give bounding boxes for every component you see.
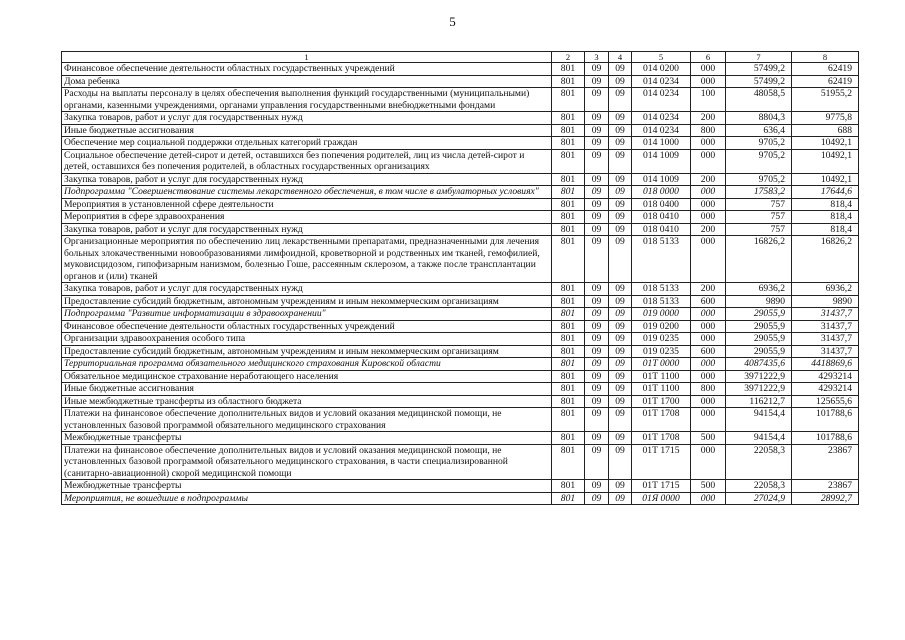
row-value-2014-cell: 4087435,6 bbox=[726, 358, 792, 371]
row-subsection-cell: 09 bbox=[609, 75, 632, 88]
row-value-2014-cell: 757 bbox=[726, 211, 792, 224]
row-subsection-cell: 09 bbox=[609, 223, 632, 236]
row-target-cell: 018 0400 bbox=[632, 198, 691, 211]
header-cell: 7 bbox=[726, 52, 792, 63]
row-target-cell: 014 1000 bbox=[632, 137, 691, 150]
row-type-cell: 000 bbox=[691, 408, 726, 432]
table-row bbox=[62, 395, 859, 408]
row-value-2014-cell: 48058,5 bbox=[726, 88, 792, 112]
row-code-cell: 801 bbox=[552, 333, 585, 346]
table-row bbox=[62, 211, 859, 224]
row-type-cell: 000 bbox=[691, 308, 726, 321]
row-type-cell: 000 bbox=[691, 358, 726, 371]
row-target-cell: 014 0200 bbox=[632, 63, 691, 76]
row-section-cell: 09 bbox=[585, 395, 609, 408]
row-section-cell: 09 bbox=[585, 320, 609, 333]
row-value-2015-cell: 51955,2 bbox=[792, 88, 859, 112]
row-target-cell: 01Т 1715 bbox=[632, 480, 691, 493]
row-name-cell: Дома ребенка bbox=[62, 75, 552, 88]
header-cell: 6 bbox=[691, 52, 726, 63]
table-row bbox=[62, 308, 859, 321]
row-section-cell: 09 bbox=[585, 198, 609, 211]
row-value-2015-cell: 125655,6 bbox=[792, 395, 859, 408]
row-section-cell: 09 bbox=[585, 63, 609, 76]
row-value-2014-cell: 757 bbox=[726, 223, 792, 236]
table-row bbox=[62, 186, 859, 199]
row-name-cell: Расходы на выплаты персоналу в целях обеспечения выполнения функций государственными (муниципальными) органами, казенными учреждениями, органами управления государственными внебюджетными фондами bbox=[62, 88, 552, 112]
budget-table bbox=[61, 51, 859, 505]
row-target-cell: 019 0000 bbox=[632, 308, 691, 321]
row-value-2015-cell: 4293214 bbox=[792, 370, 859, 383]
row-value-2014-cell: 116212,7 bbox=[726, 395, 792, 408]
row-type-cell: 000 bbox=[691, 236, 726, 283]
row-name-cell: Организации здравоохранения особого типа bbox=[62, 333, 552, 346]
row-name-cell: Закупка товаров, работ и услуг для государственных нужд bbox=[62, 283, 552, 296]
row-section-cell: 09 bbox=[585, 333, 609, 346]
row-section-cell: 09 bbox=[585, 137, 609, 150]
row-code-cell: 801 bbox=[552, 283, 585, 296]
row-value-2014-cell: 3971222,9 bbox=[726, 370, 792, 383]
row-subsection-cell: 09 bbox=[609, 395, 632, 408]
table-row bbox=[62, 112, 859, 125]
row-section-cell: 09 bbox=[585, 186, 609, 199]
row-subsection-cell: 09 bbox=[609, 492, 632, 505]
row-name-cell: Иные межбюджетные трансферты из областного бюджета bbox=[62, 395, 552, 408]
row-target-cell: 01Я 0000 bbox=[632, 492, 691, 505]
row-value-2015-cell: 23867 bbox=[792, 444, 859, 480]
row-subsection-cell: 09 bbox=[609, 283, 632, 296]
row-code-cell: 801 bbox=[552, 395, 585, 408]
row-value-2014-cell: 94154,4 bbox=[726, 408, 792, 432]
row-type-cell: 000 bbox=[691, 333, 726, 346]
row-subsection-cell: 09 bbox=[609, 358, 632, 371]
row-code-cell: 801 bbox=[552, 320, 585, 333]
row-section-cell: 09 bbox=[585, 480, 609, 493]
row-value-2015-cell: 62419 bbox=[792, 75, 859, 88]
row-section-cell: 09 bbox=[585, 308, 609, 321]
table-row bbox=[62, 358, 859, 371]
row-type-cell: 200 bbox=[691, 283, 726, 296]
row-code-cell: 801 bbox=[552, 345, 585, 358]
row-name-cell: Территориальная программа обязательного медицинского страхования Кировской области bbox=[62, 358, 552, 371]
row-code-cell: 801 bbox=[552, 112, 585, 125]
row-type-cell: 000 bbox=[691, 211, 726, 224]
row-subsection-cell: 09 bbox=[609, 320, 632, 333]
row-target-cell: 018 0410 bbox=[632, 211, 691, 224]
row-code-cell: 801 bbox=[552, 370, 585, 383]
row-section-cell: 09 bbox=[585, 370, 609, 383]
row-code-cell: 801 bbox=[552, 137, 585, 150]
row-section-cell: 09 bbox=[585, 432, 609, 445]
row-value-2014-cell: 22058,3 bbox=[726, 444, 792, 480]
row-type-cell: 200 bbox=[691, 223, 726, 236]
table-row bbox=[62, 173, 859, 186]
row-name-cell: Финансовое обеспечение деятельности областных государственных учреждений bbox=[62, 63, 552, 76]
page-number: 5 bbox=[449, 14, 456, 29]
row-name-cell: Финансовое обеспечение деятельности областных государственных учреждений bbox=[62, 320, 552, 333]
row-target-cell: 01Т 1100 bbox=[632, 370, 691, 383]
row-target-cell: 014 1009 bbox=[632, 173, 691, 186]
row-subsection-cell: 09 bbox=[609, 333, 632, 346]
row-value-2014-cell: 29055,9 bbox=[726, 333, 792, 346]
row-section-cell: 09 bbox=[585, 149, 609, 173]
row-section-cell: 09 bbox=[585, 211, 609, 224]
row-name-cell: Мероприятия в установленной сфере деятельности bbox=[62, 198, 552, 211]
row-value-2014-cell: 8804,3 bbox=[726, 112, 792, 125]
row-target-cell: 014 1009 bbox=[632, 149, 691, 173]
table-row bbox=[62, 432, 859, 445]
table-row bbox=[62, 492, 859, 505]
row-section-cell: 09 bbox=[585, 223, 609, 236]
row-value-2015-cell: 4418869,6 bbox=[792, 358, 859, 371]
row-subsection-cell: 09 bbox=[609, 112, 632, 125]
row-target-cell: 019 0200 bbox=[632, 320, 691, 333]
row-value-2014-cell: 3971222,9 bbox=[726, 383, 792, 396]
row-section-cell: 09 bbox=[585, 88, 609, 112]
row-name-cell: Организационные мероприятия по обеспечению лиц лекарственными препаратами, предназначенными для лечения больных злокачественными новообразованиями лимфоидной, кроветворной и родственных им тканей, гемофилией, муковисцидозом, гипофизарным нанизмом, болезнью Гоше, рассеянным склерозом, а также после трансплантации органов и (или) тканей bbox=[62, 236, 552, 283]
row-value-2014-cell: 29055,9 bbox=[726, 345, 792, 358]
row-value-2014-cell: 17583,2 bbox=[726, 186, 792, 199]
table-row bbox=[62, 370, 859, 383]
table-row bbox=[62, 236, 859, 283]
row-value-2014-cell: 94154,4 bbox=[726, 432, 792, 445]
row-name-cell: Иные бюджетные ассигнования bbox=[62, 124, 552, 137]
row-type-cell: 000 bbox=[691, 198, 726, 211]
row-section-cell: 09 bbox=[585, 383, 609, 396]
header-cell: 1 bbox=[62, 52, 552, 63]
row-subsection-cell: 09 bbox=[609, 211, 632, 224]
row-value-2014-cell: 6936,2 bbox=[726, 283, 792, 296]
row-code-cell: 801 bbox=[552, 295, 585, 308]
row-value-2014-cell: 9705,2 bbox=[726, 149, 792, 173]
row-code-cell: 801 bbox=[552, 480, 585, 493]
row-name-cell: Обязательное медицинское страхование неработающего населения bbox=[62, 370, 552, 383]
row-value-2015-cell: 10492,1 bbox=[792, 173, 859, 186]
table-row bbox=[62, 320, 859, 333]
row-name-cell: Платежи на финансовое обеспечение дополнительных видов и условий оказания медицинской помощи, не установленных базовой программой обязательного медицинского страхования bbox=[62, 408, 552, 432]
row-name-cell: Подпрограмма "Совершенствование системы лекарственного обеспечения, в том числе в амбулаторных условиях" bbox=[62, 186, 552, 199]
header-cell: 2 bbox=[552, 52, 585, 63]
row-value-2015-cell: 9890 bbox=[792, 295, 859, 308]
row-subsection-cell: 09 bbox=[609, 345, 632, 358]
row-subsection-cell: 09 bbox=[609, 444, 632, 480]
row-type-cell: 000 bbox=[691, 395, 726, 408]
row-type-cell: 000 bbox=[691, 137, 726, 150]
row-value-2015-cell: 10492,1 bbox=[792, 149, 859, 173]
row-value-2015-cell: 688 bbox=[792, 124, 859, 137]
table-row bbox=[62, 480, 859, 493]
row-target-cell: 014 0234 bbox=[632, 112, 691, 125]
row-value-2015-cell: 31437,7 bbox=[792, 345, 859, 358]
row-type-cell: 100 bbox=[691, 88, 726, 112]
row-name-cell: Платежи на финансовое обеспечение дополнительных видов и условий оказания медицинской помощи, не установленных базовой программой обязательного медицинского страхования, в части специализированной (санитарно-авиационной) скорой медицинской помощи bbox=[62, 444, 552, 480]
row-name-cell: Обеспечение мер социальной поддержки отдельных категорий граждан bbox=[62, 137, 552, 150]
row-name-cell: Подпрограмма "Развитие информатизации в здравоохранении" bbox=[62, 308, 552, 321]
row-target-cell: 01Т 1708 bbox=[632, 432, 691, 445]
row-subsection-cell: 09 bbox=[609, 124, 632, 137]
row-type-cell: 600 bbox=[691, 345, 726, 358]
row-value-2015-cell: 16826,2 bbox=[792, 236, 859, 283]
row-target-cell: 014 0234 bbox=[632, 124, 691, 137]
row-code-cell: 801 bbox=[552, 223, 585, 236]
table-row bbox=[62, 345, 859, 358]
row-section-cell: 09 bbox=[585, 345, 609, 358]
row-value-2015-cell: 31437,7 bbox=[792, 320, 859, 333]
row-value-2015-cell: 28992,7 bbox=[792, 492, 859, 505]
row-target-cell: 01Т 1715 bbox=[632, 444, 691, 480]
row-section-cell: 09 bbox=[585, 112, 609, 125]
row-target-cell: 01Т 1708 bbox=[632, 408, 691, 432]
row-subsection-cell: 09 bbox=[609, 173, 632, 186]
table-row bbox=[62, 137, 859, 150]
row-code-cell: 801 bbox=[552, 88, 585, 112]
row-value-2014-cell: 9705,2 bbox=[726, 137, 792, 150]
row-code-cell: 801 bbox=[552, 308, 585, 321]
row-section-cell: 09 bbox=[585, 444, 609, 480]
table-row bbox=[62, 149, 859, 173]
row-type-cell: 600 bbox=[691, 295, 726, 308]
table-row bbox=[62, 408, 859, 432]
row-subsection-cell: 09 bbox=[609, 295, 632, 308]
row-value-2014-cell: 16826,2 bbox=[726, 236, 792, 283]
row-target-cell: 01Т 0000 bbox=[632, 358, 691, 371]
row-code-cell: 801 bbox=[552, 408, 585, 432]
row-target-cell: 01Т 1100 bbox=[632, 383, 691, 396]
row-value-2014-cell: 29055,9 bbox=[726, 308, 792, 321]
row-code-cell: 801 bbox=[552, 358, 585, 371]
row-code-cell: 801 bbox=[552, 173, 585, 186]
row-value-2015-cell: 818,4 bbox=[792, 211, 859, 224]
row-name-cell: Мероприятия в сфере здравоохранения bbox=[62, 211, 552, 224]
row-subsection-cell: 09 bbox=[609, 198, 632, 211]
row-target-cell: 014 0234 bbox=[632, 75, 691, 88]
row-value-2015-cell: 101788,6 bbox=[792, 432, 859, 445]
row-code-cell: 801 bbox=[552, 492, 585, 505]
row-type-cell: 800 bbox=[691, 383, 726, 396]
row-type-cell: 000 bbox=[691, 320, 726, 333]
row-name-cell: Иные бюджетные ассигнования bbox=[62, 383, 552, 396]
row-subsection-cell: 09 bbox=[609, 149, 632, 173]
row-code-cell: 801 bbox=[552, 63, 585, 76]
header-cell: 5 bbox=[632, 52, 691, 63]
row-target-cell: 014 0234 bbox=[632, 88, 691, 112]
table-row bbox=[62, 283, 859, 296]
row-code-cell: 801 bbox=[552, 75, 585, 88]
row-code-cell: 801 bbox=[552, 211, 585, 224]
row-section-cell: 09 bbox=[585, 75, 609, 88]
row-type-cell: 000 bbox=[691, 186, 726, 199]
table-row bbox=[62, 444, 859, 480]
row-subsection-cell: 09 bbox=[609, 63, 632, 76]
row-type-cell: 500 bbox=[691, 480, 726, 493]
row-name-cell: Мероприятия, не вошедшие в подпрограммы bbox=[62, 492, 552, 505]
row-value-2015-cell: 62419 bbox=[792, 63, 859, 76]
table-row bbox=[62, 295, 859, 308]
row-section-cell: 09 bbox=[585, 236, 609, 283]
table-row bbox=[62, 223, 859, 236]
row-value-2015-cell: 9775,8 bbox=[792, 112, 859, 125]
table-row bbox=[62, 383, 859, 396]
table-row bbox=[62, 124, 859, 137]
table-row bbox=[62, 75, 859, 88]
row-subsection-cell: 09 bbox=[609, 408, 632, 432]
row-section-cell: 09 bbox=[585, 358, 609, 371]
row-type-cell: 000 bbox=[691, 370, 726, 383]
table-row bbox=[62, 198, 859, 211]
row-code-cell: 801 bbox=[552, 432, 585, 445]
row-value-2015-cell: 818,4 bbox=[792, 223, 859, 236]
row-name-cell: Закупка товаров, работ и услуг для государственных нужд bbox=[62, 112, 552, 125]
row-type-cell: 000 bbox=[691, 444, 726, 480]
row-code-cell: 801 bbox=[552, 383, 585, 396]
row-target-cell: 01Т 1700 bbox=[632, 395, 691, 408]
row-section-cell: 09 bbox=[585, 124, 609, 137]
row-value-2014-cell: 22058,3 bbox=[726, 480, 792, 493]
row-code-cell: 801 bbox=[552, 444, 585, 480]
row-type-cell: 000 bbox=[691, 63, 726, 76]
row-code-cell: 801 bbox=[552, 149, 585, 173]
row-code-cell: 801 bbox=[552, 198, 585, 211]
row-name-cell: Межбюджетные трансферты bbox=[62, 480, 552, 493]
row-name-cell: Социальное обеспечение детей-сирот и детей, оставшихся без попечения родителей, лиц из числа детей-сирот и детей, оставшихся без попечения родителей, в областных государственных организациях bbox=[62, 149, 552, 173]
row-target-cell: 019 0235 bbox=[632, 345, 691, 358]
row-type-cell: 200 bbox=[691, 112, 726, 125]
row-name-cell: Предоставление субсидий бюджетным, автономным учреждениям и иным некоммерческим организациям bbox=[62, 295, 552, 308]
row-type-cell: 000 bbox=[691, 492, 726, 505]
row-code-cell: 801 bbox=[552, 236, 585, 283]
row-section-cell: 09 bbox=[585, 492, 609, 505]
row-name-cell: Закупка товаров, работ и услуг для государственных нужд bbox=[62, 173, 552, 186]
row-subsection-cell: 09 bbox=[609, 88, 632, 112]
row-section-cell: 09 bbox=[585, 173, 609, 186]
row-value-2015-cell: 6936,2 bbox=[792, 283, 859, 296]
row-target-cell: 018 0410 bbox=[632, 223, 691, 236]
row-subsection-cell: 09 bbox=[609, 432, 632, 445]
row-type-cell: 200 bbox=[691, 173, 726, 186]
row-code-cell: 801 bbox=[552, 186, 585, 199]
table-row bbox=[62, 333, 859, 346]
row-target-cell: 019 0235 bbox=[632, 333, 691, 346]
row-value-2014-cell: 9705,2 bbox=[726, 173, 792, 186]
row-subsection-cell: 09 bbox=[609, 370, 632, 383]
row-subsection-cell: 09 bbox=[609, 236, 632, 283]
row-target-cell: 018 5133 bbox=[632, 283, 691, 296]
row-type-cell: 800 bbox=[691, 124, 726, 137]
table-row bbox=[62, 63, 859, 76]
row-value-2014-cell: 636,4 bbox=[726, 124, 792, 137]
row-name-cell: Межбюджетные трансферты bbox=[62, 432, 552, 445]
row-value-2015-cell: 10492,1 bbox=[792, 137, 859, 150]
row-target-cell: 018 0000 bbox=[632, 186, 691, 199]
row-name-cell: Закупка товаров, работ и услуг для государственных нужд bbox=[62, 223, 552, 236]
row-value-2015-cell: 31437,7 bbox=[792, 333, 859, 346]
header-cell: 4 bbox=[609, 52, 632, 63]
row-value-2015-cell: 4293214 bbox=[792, 383, 859, 396]
row-value-2015-cell: 101788,6 bbox=[792, 408, 859, 432]
row-target-cell: 018 5133 bbox=[632, 236, 691, 283]
row-value-2015-cell: 818,4 bbox=[792, 198, 859, 211]
row-name-cell: Предоставление субсидий бюджетным, автономным учреждениям и иным некоммерческим организациям bbox=[62, 345, 552, 358]
row-value-2014-cell: 9890 bbox=[726, 295, 792, 308]
row-value-2015-cell: 31437,7 bbox=[792, 308, 859, 321]
row-value-2014-cell: 29055,9 bbox=[726, 320, 792, 333]
table-header-row bbox=[62, 52, 859, 63]
row-subsection-cell: 09 bbox=[609, 137, 632, 150]
row-code-cell: 801 bbox=[552, 124, 585, 137]
row-subsection-cell: 09 bbox=[609, 186, 632, 199]
row-value-2014-cell: 57499,2 bbox=[726, 63, 792, 76]
header-cell: 3 bbox=[585, 52, 609, 63]
row-section-cell: 09 bbox=[585, 295, 609, 308]
row-subsection-cell: 09 bbox=[609, 480, 632, 493]
row-target-cell: 018 5133 bbox=[632, 295, 691, 308]
row-type-cell: 000 bbox=[691, 75, 726, 88]
header-cell: 8 bbox=[792, 52, 859, 63]
row-subsection-cell: 09 bbox=[609, 308, 632, 321]
row-type-cell: 000 bbox=[691, 149, 726, 173]
row-type-cell: 500 bbox=[691, 432, 726, 445]
row-value-2014-cell: 757 bbox=[726, 198, 792, 211]
row-section-cell: 09 bbox=[585, 283, 609, 296]
row-subsection-cell: 09 bbox=[609, 383, 632, 396]
table-row bbox=[62, 88, 859, 112]
row-value-2015-cell: 23867 bbox=[792, 480, 859, 493]
row-value-2014-cell: 57499,2 bbox=[726, 75, 792, 88]
row-value-2014-cell: 27024,9 bbox=[726, 492, 792, 505]
row-section-cell: 09 bbox=[585, 408, 609, 432]
row-value-2015-cell: 17644,6 bbox=[792, 186, 859, 199]
